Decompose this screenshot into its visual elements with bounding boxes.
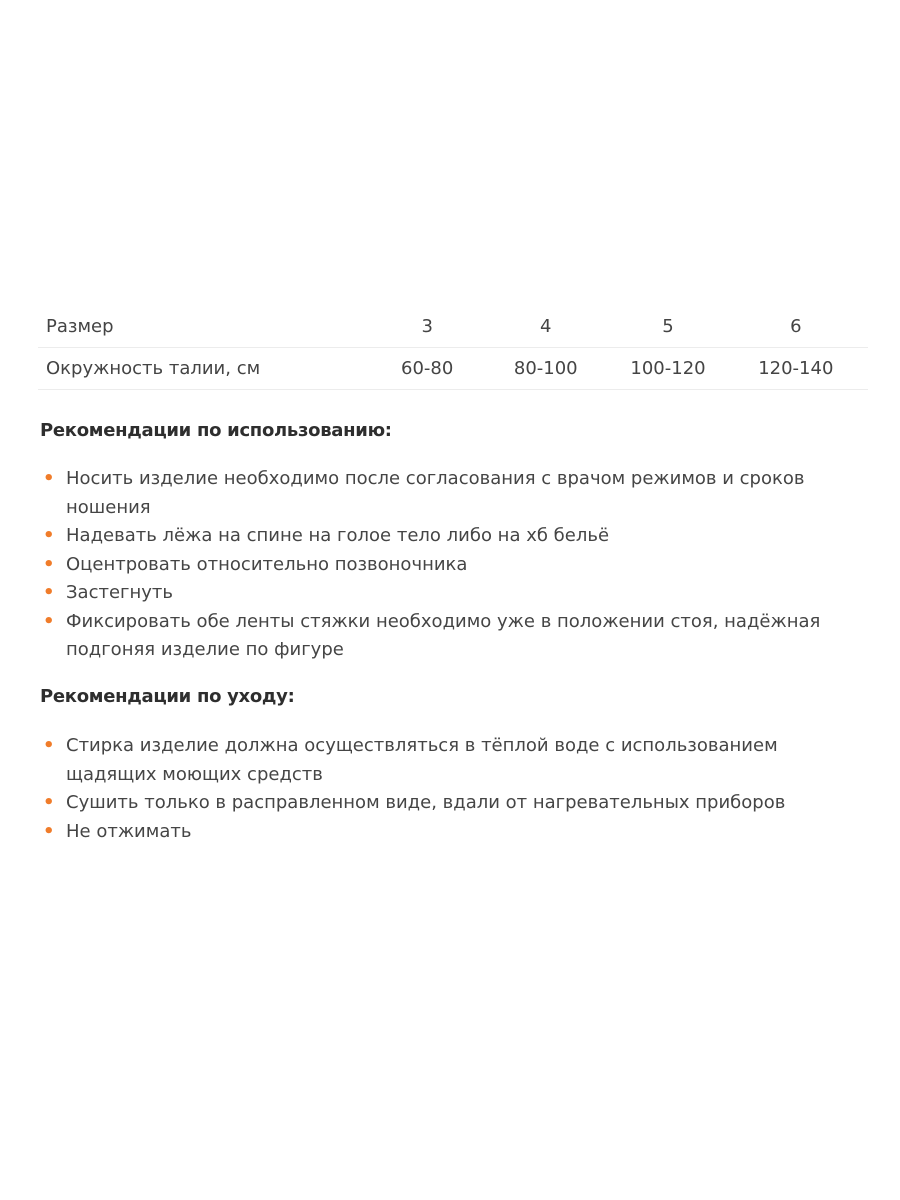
size-value: 6 [724, 306, 868, 348]
size-value: 4 [479, 306, 612, 348]
list-item [40, 522, 860, 551]
size-row [38, 306, 868, 348]
list-item [40, 789, 860, 818]
waist-row [38, 348, 868, 390]
bullet-icon: • [43, 735, 55, 756]
list-item-text: Фиксировать обе ленты стяжки необходимо уже в положении стоя, надёжная подгоняя изделие по фигуре [66, 610, 821, 660]
bullet-icon: • [43, 792, 55, 813]
care-section-title: Рекомендации по уходу: [40, 686, 295, 707]
list-item-text: Носить изделие необходимо после согласования с врачом режимов и сроков ношения [66, 468, 805, 518]
size-value: 5 [612, 306, 723, 348]
bullet-icon: • [43, 525, 55, 546]
waist-value: 100-120 [612, 348, 723, 390]
list-item [40, 732, 860, 789]
list-item-text: Стирка изделие должна осуществляться в тёплой воде с использованием щадящих моющих средств [66, 735, 778, 785]
usage-section-title: Рекомендации по использованию: [40, 420, 392, 441]
list-item [40, 465, 860, 522]
list-item-text: Надевать лёжа на спине на голое тело либо на хб бельё [66, 525, 610, 546]
list-item-text: Сушить только в расправленном виде, вдали от нагревательных приборов [66, 792, 786, 813]
bullet-icon: • [43, 610, 55, 632]
list-item [40, 608, 860, 665]
waist-value: 80-100 [479, 348, 612, 390]
waist-value: 120-140 [724, 348, 868, 390]
care-list [40, 732, 860, 846]
list-item-text: Оцентровать относительно позвоночника [66, 553, 468, 575]
list-item-text: Не отжимать [66, 820, 192, 842]
bullet-icon: • [43, 820, 55, 842]
list-item-text: Застегнуть [66, 582, 173, 603]
bullet-icon: • [43, 553, 55, 575]
bullet-icon: • [43, 468, 55, 489]
list-item [40, 579, 860, 608]
list-item [40, 818, 860, 847]
size-value: 3 [375, 306, 479, 348]
bullet-icon: • [43, 582, 55, 603]
waist-value: 60-80 [375, 348, 479, 390]
size-label: Размер [38, 306, 375, 348]
usage-list [40, 465, 860, 665]
list-item [40, 551, 860, 580]
waist-label: Окружность талии, см [38, 348, 375, 390]
size-table [38, 306, 868, 390]
